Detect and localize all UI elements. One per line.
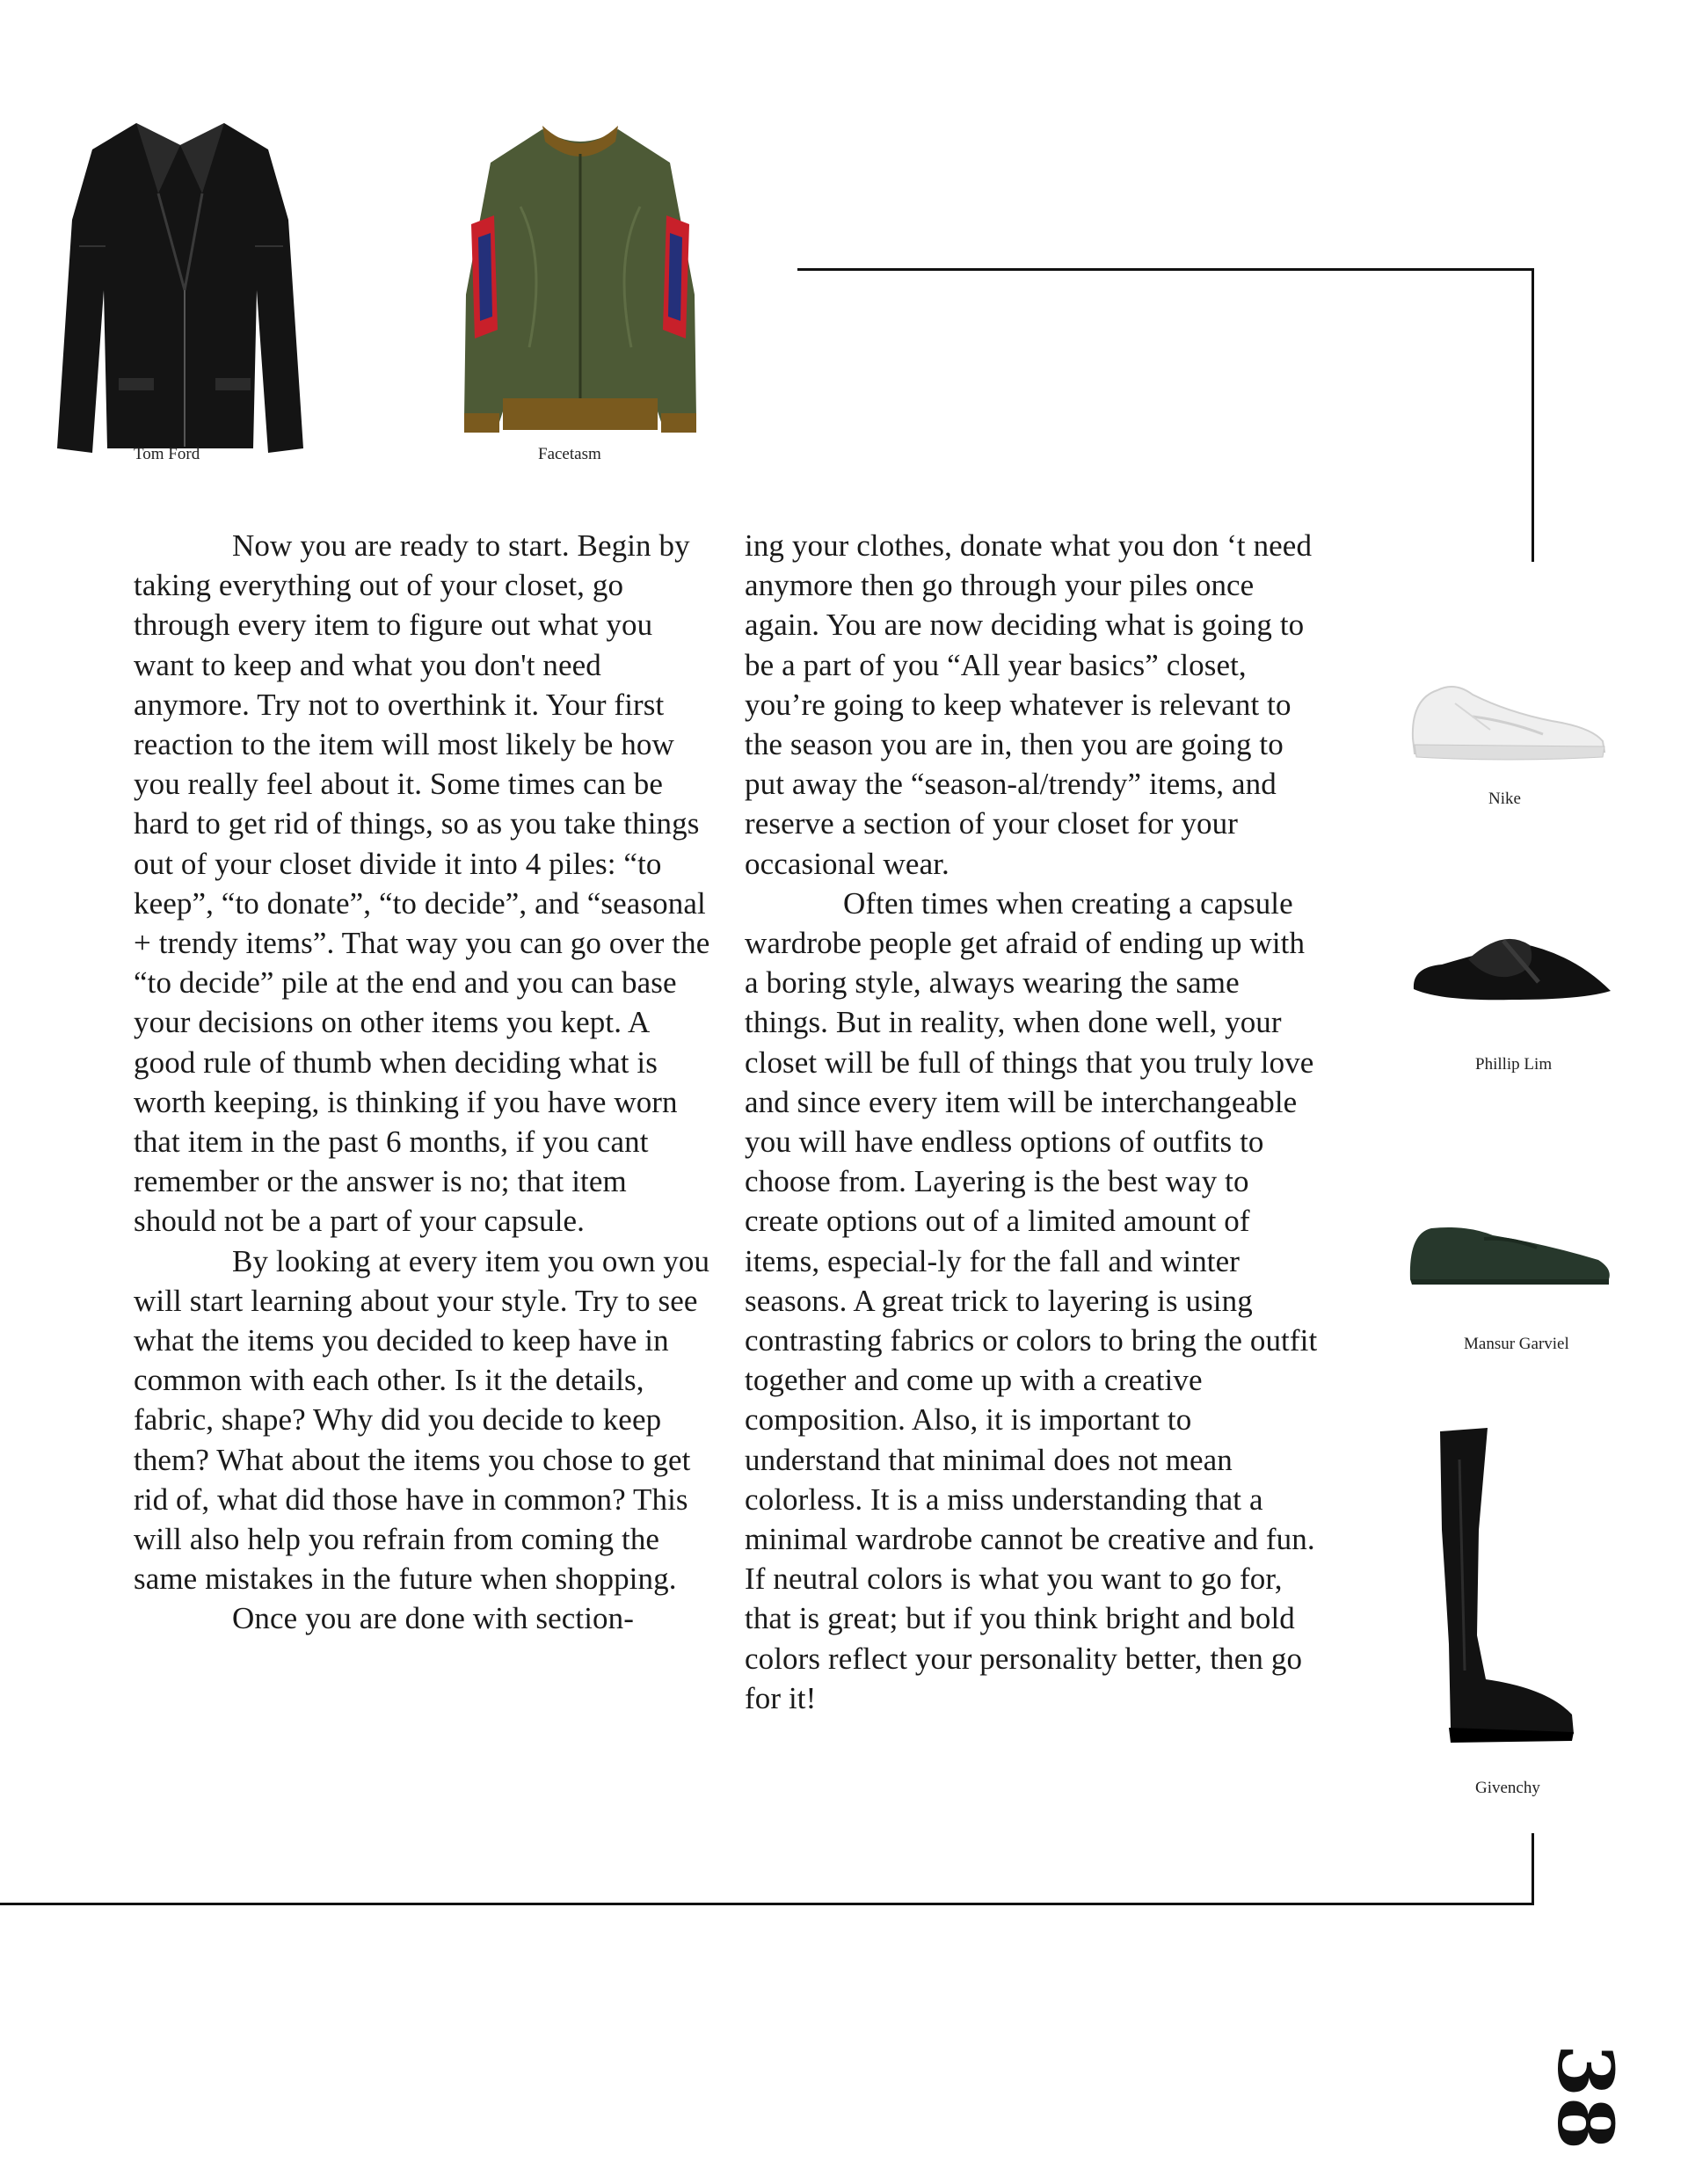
paragraph: Now you are ready to start. Begin by taking everything out of your closet, go through every item to figure out what you want to keep and what you don't need anymore. Try not to overthink it. Your first reaction to the item will most likely be how you really feel about it. Some times can be hard to get rid of things, so as you take things out of your closet divide it into 4 piles: “to keep”, “to donate”, “to decide”, and “seasonal + trendy items”. That way you can go over the “to decide” pile at the end and you can base your decisions on other items you kept. A good rule of thumb when deciding what is worth keeping, is thinking if you have worn that item in the past 6 months, if you cant remember or the answer is no; that item should not be a part of your capsule.	[134, 528, 710, 1239]
sneaker-icon	[1402, 664, 1613, 769]
caption-givenchy: Givenchy	[1475, 1779, 1540, 1797]
text-column-left	[134, 526, 714, 1639]
bomber-jacket-image	[459, 119, 702, 444]
mule-icon	[1407, 919, 1618, 1007]
loafer-icon	[1405, 1218, 1616, 1288]
page-number: 38	[1540, 2044, 1630, 2150]
caption-mansur-garviel: Mansur Garviel	[1464, 1335, 1569, 1353]
paragraph: ing your clothes, donate what you don ‘t need anymore then go through your piles once again. You are now deciding what is going to be a part of you “All year basics” closet, you’re going to keep whatever is relevant to the season you are in, then you are going to put away the “season-al/trendy” items, and reserve a section of your closet for your occasional wear.	[745, 528, 1313, 881]
bomber-jacket-icon	[459, 119, 702, 444]
leather-jacket-icon	[53, 114, 308, 457]
boot-image	[1424, 1424, 1582, 1750]
leather-jacket-image	[53, 114, 308, 457]
paragraph: Once you are done with section-	[232, 1601, 634, 1636]
text-column-right	[745, 526, 1325, 1718]
boot-icon	[1424, 1424, 1582, 1750]
bottom-rule	[0, 1903, 1534, 1905]
caption-nike: Nike	[1488, 790, 1521, 808]
right-rule-upper	[1532, 268, 1534, 562]
loafer-image	[1405, 1218, 1616, 1288]
caption-tom-ford: Tom Ford	[134, 445, 200, 463]
caption-facetasm: Facetasm	[538, 445, 601, 463]
right-rule-lower	[1532, 1833, 1534, 1905]
sneaker-image	[1402, 664, 1613, 769]
caption-phillip-lim: Phillip Lim	[1475, 1055, 1553, 1074]
paragraph: Often times when creating a capsule wardrobe people get afraid of ending up with a boring style, always wearing the same things. But in reality, when done well, your closet will be full of things that you truly love and since every item will be interchangeable you will have endless options of outfits to choose from. Layering is the best way to create options out of a limited amount of items, especial-ly for the fall and winter seasons. A great trick to layering is using contrasting fabrics or colors to bring the outfit together and come up with a creative composition. Also, it is important to understand that minimal does not mean colorless. It is a miss understanding that a minimal wardrobe cannot be creative and fun. If neutral colors is what you want to go for, that is great; but if you think bright and bold colors reflect your personality better, then go for it!	[745, 885, 1318, 1715]
paragraph: By looking at every item you own you will start learning about your style. Try to see what the items you decided to keep have in common with each other. Is it the details, fabric, shape? Why did you decide to keep them? What about the items you chose to get rid of, what did those have in common? This will also help you refrain from coming the same mistakes in the future when shopping.	[134, 1243, 710, 1597]
top-rule	[797, 268, 1534, 271]
mule-image	[1407, 919, 1618, 1007]
